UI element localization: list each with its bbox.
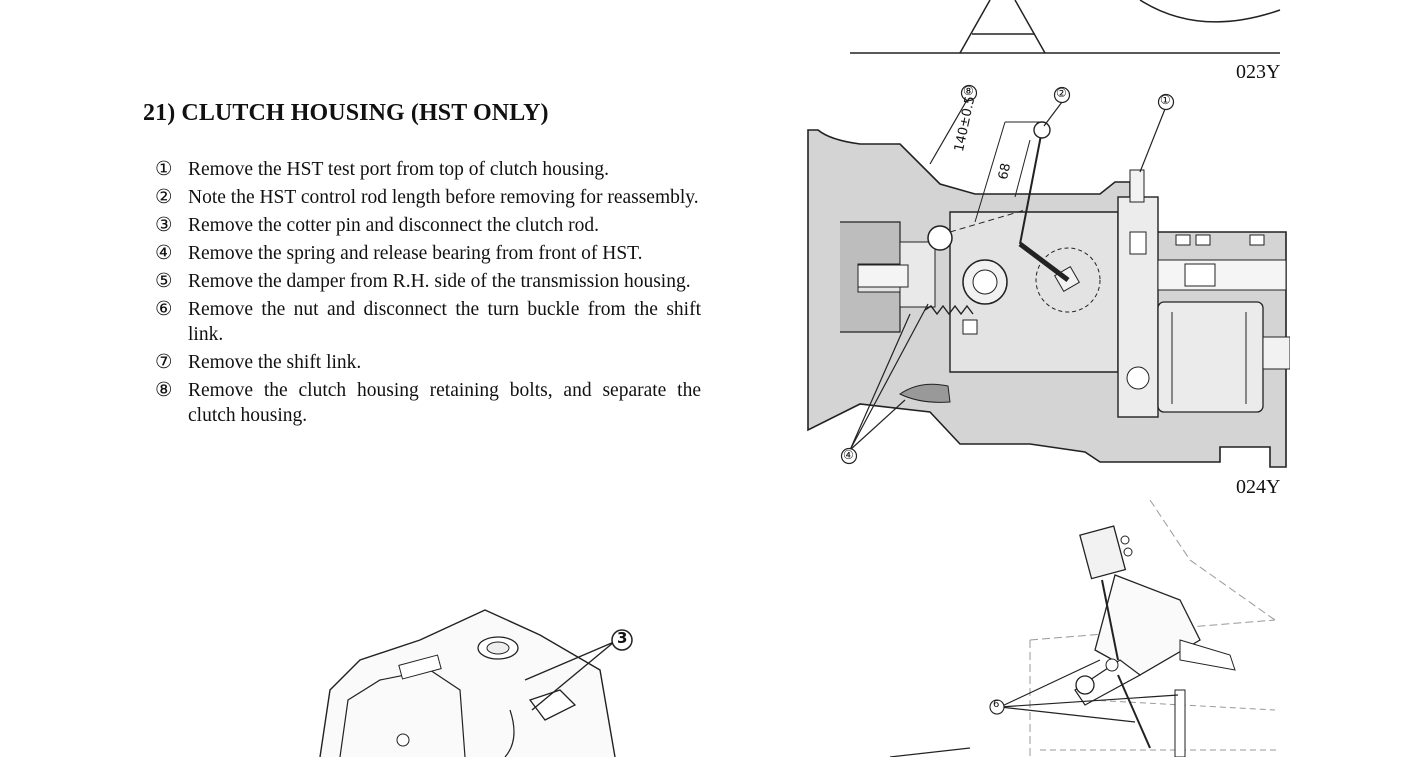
step-number: ⑥: [155, 299, 173, 320]
step-item: [155, 241, 701, 266]
figure-bottom-left-drawing: [300, 600, 660, 757]
step-number: ⑤: [155, 271, 173, 292]
figure-024-drawing: [800, 82, 1290, 472]
step-item: [155, 297, 701, 347]
step-item: [155, 350, 701, 375]
step-text: Remove the damper from R.H. side of the transmission housing.: [188, 271, 691, 292]
callout-3-bottom: 3: [617, 629, 628, 647]
callout-8: ⑧: [963, 84, 974, 98]
step-text: Remove the cotter pin and disconnect the clutch rod.: [188, 215, 599, 236]
step-number: ①: [155, 159, 173, 180]
step-text: Remove the HST test port from top of clutch housing.: [188, 159, 610, 180]
step-text: Remove the clutch housing retaining bolts, and separate the clutch housing.: [188, 380, 701, 426]
step-text: Note the HST control rod length before removing for reassembly.: [188, 187, 699, 208]
step-text: Remove the shift link.: [188, 352, 362, 373]
figure-bottom-right-drawing: [880, 500, 1290, 757]
step-item: [155, 157, 701, 182]
step-number: ④: [155, 243, 173, 264]
step-item: [155, 185, 701, 210]
step-number: ⑧: [155, 380, 173, 401]
figure-024-label: 024Y: [1236, 476, 1281, 498]
callout-4: ④: [843, 448, 854, 462]
step-number: ③: [155, 215, 173, 236]
figure-023-label: 023Y: [1236, 61, 1281, 83]
step-text: Remove the spring and release bearing from front of HST.: [188, 243, 643, 264]
figure-023-drawing: [840, 0, 1290, 60]
callout-2: ②: [1056, 86, 1067, 100]
step-item: [155, 378, 701, 428]
callout-1: ①: [1160, 93, 1171, 107]
step-item: [155, 269, 701, 294]
procedure-steps: [155, 157, 701, 431]
dimension-68: 68: [996, 161, 1015, 182]
callout-6-bottom: 6: [993, 699, 1000, 710]
step-text: Remove the nut and disconnect the turn buckle from the shift link.: [188, 299, 701, 345]
section-title: 21) CLUTCH HOUSING (HST ONLY): [143, 100, 549, 126]
step-number: ②: [155, 187, 173, 208]
step-number: ⑦: [155, 352, 173, 373]
dimension-140: 140±0.5: [952, 94, 979, 154]
step-item: [155, 213, 701, 238]
